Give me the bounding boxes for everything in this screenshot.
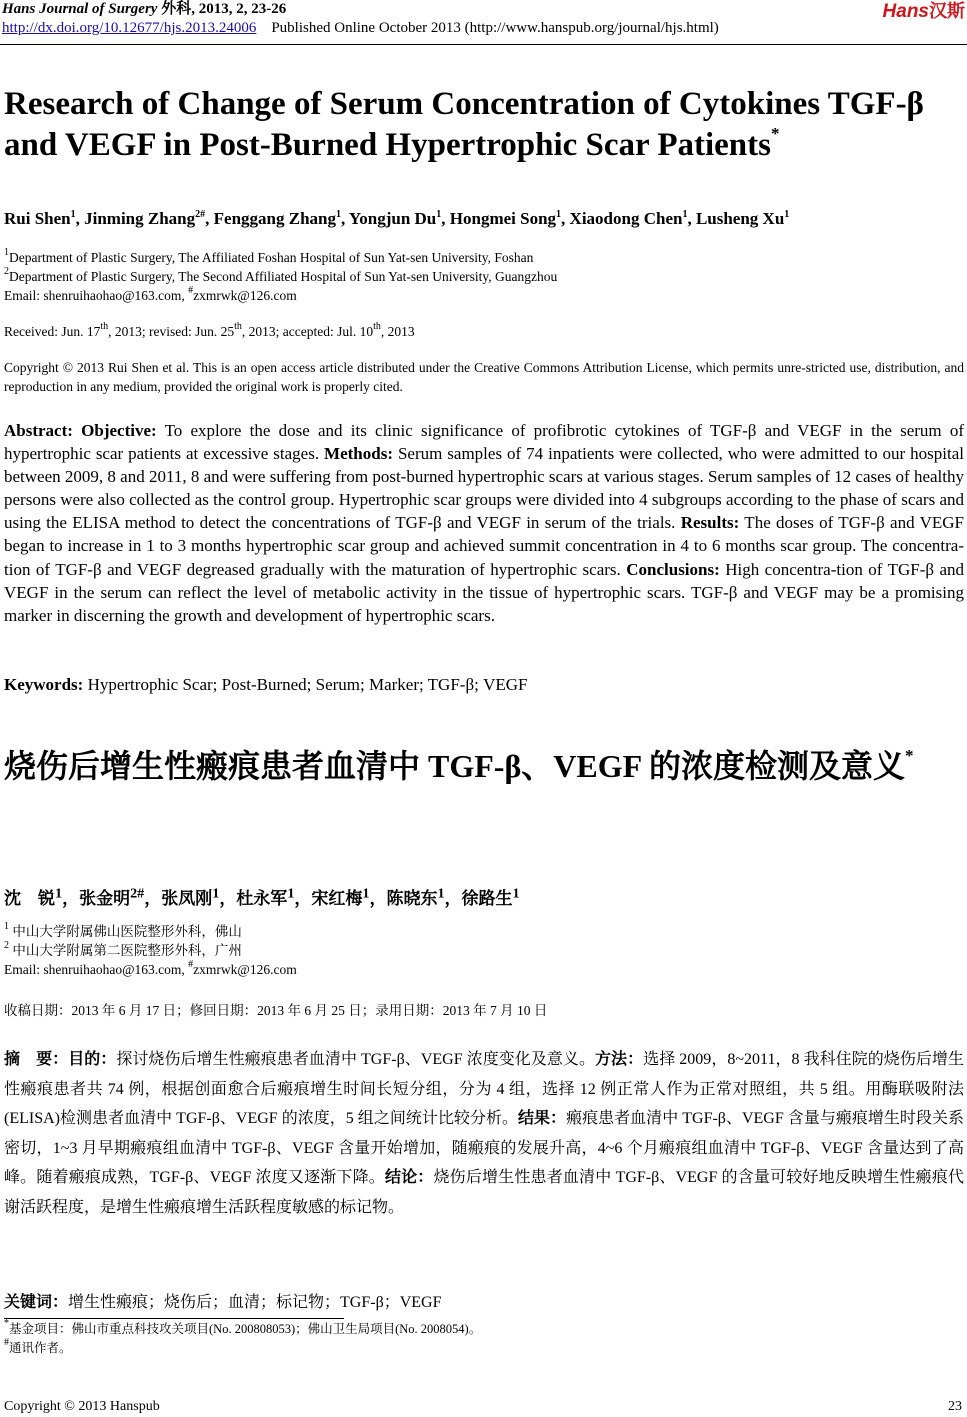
- copyright-notice: Copyright © 2013 Rui Shen et al. This is an open access article distributed under the Creative Commons Attribution License, which permits unre-stricted use, distribution, and reproduction in any medium, provided the original work is properly cited.: [4, 360, 964, 394]
- published-online: Published Online October 2013 (http://www.hanspub.org/journal/hjs.html): [271, 20, 719, 36]
- affiliation-cn: $^1$ 中山大学附属佛山医院整形外科，佛山: [4, 921, 242, 939]
- abstract-label: Abstract:: [4, 421, 73, 440]
- author-en: Jinming Zhang$^{2\#}$,: [84, 209, 214, 228]
- keywords-cn: [4, 1291, 964, 1315]
- title-cn-footnote-mark: *: [905, 746, 914, 765]
- abstract-cn: [4, 1045, 964, 1222]
- email-en: Email: shenruihaohao@163.com, #zxmrwk@126.com: [4, 285, 297, 303]
- journal-volume: , 2013, 2, 23-26: [191, 1, 287, 17]
- footnotes: [4, 1320, 964, 1358]
- methods-text: Serum samples of 74 inpatients were collected, who were admitted to our hospital between 2009, 8 and 2011, 8 and were suffering from post-burned hypertrophic scars at various stages. Serum samples of 12 cases of healthy persons were also collected as the control group. Hypertrophic scar groups were divided into 4 subgroups according to the phase of scars and using the ELISA method to detect the concentrations of TGF-β and VEGF in serum of the trials.: [4, 444, 964, 533]
- objective-label: Objective:: [81, 421, 157, 440]
- logo-cn: 汉斯: [929, 1, 965, 21]
- journal-name: Hans Journal of Surgery: [2, 1, 158, 17]
- methods-cn-label: 方法：: [595, 1051, 644, 1068]
- page-footer: [4, 1398, 962, 1416]
- conclusions-label: Conclusions:: [626, 559, 720, 579]
- footnote-divider: [4, 1318, 344, 1319]
- footer-copyright: Copyright © 2013 Hanspub: [4, 1399, 160, 1414]
- received-dates-cn: 收稿日期：2013 年 6 月 17 日；修回日期：2013 年 6 月 25 日；录用日期：2013 年 7 月 10 日: [4, 1003, 548, 1018]
- author-cn: 徐路生$^1$: [461, 885, 520, 908]
- author-cn: 张金明$^{2\#}$，: [79, 885, 162, 908]
- affiliations-en: [4, 248, 964, 305]
- footnote-funding: *基金项目：佛山市重点科技攻关项目(No. 200808053)；佛山卫生局项目(No. 2008054)。: [4, 1318, 482, 1336]
- results-cn-label: 结果：: [518, 1110, 567, 1127]
- author-cn: 宋红梅$^1$，: [311, 885, 387, 908]
- affiliation-en: $^2$Department of Plastic Surgery, The Second Affiliated Hospital of Sun Yat-sen University, Guangzhou: [4, 266, 558, 284]
- email-cn: Email: shenruihaohao@163.com, #zxmrwk@126.com: [4, 959, 297, 977]
- page-number: 23: [948, 1399, 962, 1414]
- title-cn: [4, 745, 964, 787]
- doi-link[interactable]: http://dx.doi.org/10.12677/hjs.2013.24006: [2, 20, 257, 36]
- author-en: Yongjun Du$^1$,: [348, 209, 450, 228]
- author-en: Rui Shen$^1$,: [4, 209, 85, 228]
- title-en: [4, 84, 964, 166]
- author-en: Hongmei Song$^1$,: [449, 209, 570, 228]
- results-label: Results:: [680, 513, 740, 533]
- header-divider: [0, 44, 967, 45]
- title-en-footnote-mark: *: [771, 124, 780, 143]
- footnote-corresponding: #通讯作者。: [4, 1337, 72, 1355]
- results-cn-text: 瘢痕患者血清中 TGF-β、VEGF 含量与瘢痕增生时段关系密切，1~3 月早期瘢痕组血清中 TGF-β、VEGF 含量开始增加，随瘢痕的发展升高，4~6 个月瘢痕组血清中 TGF-β、VEGF 含量达到了高峰。随着瘢痕成熟，TGF-β、VEGF 浓度又逐渐下降。: [4, 1110, 964, 1186]
- keywords-cn-label: 关键词：: [4, 1294, 69, 1311]
- author-cn: 杜永军$^1$，: [236, 885, 312, 908]
- logo-en: Hans: [882, 1, 929, 22]
- conclusions-cn-label: 结论：: [384, 1169, 434, 1186]
- conclusions-text: High concentra-tion of TGF-β and VEGF in the serum can reflect the level of metabolic activity in the tissue of hypertrophic scars. TGF-β and VEGF may be a promising marker in discerning the growth and development of hypertrophic scars.: [4, 559, 965, 625]
- running-header: [2, 0, 965, 38]
- title-cn-text: 烧伤后增生性瘢痕患者血清中 TGF-β、VEGF 的浓度检测及意义: [4, 748, 906, 784]
- affiliation-en: $^1$Department of Plastic Surgery, The Affiliated Foshan Hospital of Sun Yat-sen University, Foshan: [4, 247, 534, 265]
- conclusions-cn-text: 烧伤后增生性患者血清中 TGF-β、VEGF 的含量可较好地反映增生性瘢痕代谢活跃程度，是增生性瘢痕增生活跃程度敏感的标记物。: [4, 1169, 964, 1216]
- author-cn: 沈 锐$^1$，: [4, 885, 80, 908]
- received-dates-en: Received: Jun. 17th, 2013; revised: Jun. 25th, 2013; accepted: Jul. 10th, 2013: [4, 321, 415, 339]
- methods-cn-text: 选择 2009，8~2011，8 我科住院的烧伤后增生性瘢痕患者共 74 例，根据创面愈合后瘢痕增生时间长短分组，分为 4 组，选择 12 例正常人作为正常对照组，共 5 组。用酶联吸附法(ELISA)检测患者血清中 TGF-β、VEGF 的浓度，5 组之间统计比较分析。: [4, 1051, 964, 1127]
- authors-cn: [4, 881, 964, 911]
- methods-label: Methods:: [324, 444, 393, 464]
- objective-text: To explore the dose and its clinic significance of profibrotic cytokines of TGF-β and VEGF in the serum of hypertrophic scar patients at excessive stages.: [4, 421, 965, 464]
- hans-logo: [883, 1, 965, 22]
- abstract-cn-label: 摘 要：: [4, 1051, 69, 1068]
- keywords-cn-text: 增生性瘢痕；烧伤后；血清；标记物；TGF-β；VEGF: [68, 1294, 442, 1311]
- keywords-en: [4, 673, 964, 696]
- journal-citation: [2, 0, 965, 19]
- title-en-text: Research of Change of Serum Concentration of Cytokines TGF-β and VEGF in Post-Burned Hypertrophic Scar Patients: [4, 86, 924, 163]
- affiliations-cn: [4, 922, 964, 979]
- author-cn: 张凤刚$^1$，: [161, 885, 237, 908]
- objective-cn-label: 目的：: [68, 1051, 117, 1068]
- results-text: The doses of TGF-β and VEGF began to increase in 1 to 3 months hypertrophic scar group and achieved summit concentration in 4 to 6 months scar group. The concentra-tion of TGF-β and VEGF degreased gradually with the maturation of hypertrophic scars.: [4, 513, 964, 579]
- affiliation-cn: $^2$ 中山大学附属第二医院整形外科，广州: [4, 940, 242, 958]
- objective-cn-text: 探讨烧伤后增生性瘢痕患者血清中 TGF-β、VEGF 浓度变化及意义。: [116, 1051, 596, 1068]
- author-cn: 陈晓东$^1$，: [386, 885, 462, 908]
- author-en: Fenggang Zhang$^1$,: [213, 209, 349, 228]
- abstract-en: [4, 419, 964, 627]
- keywords-text: Hypertrophic Scar; Post-Burned; Serum; Marker; TGF-β; VEGF: [83, 675, 528, 694]
- author-en: Xiaodong Chen$^1$,: [569, 209, 696, 228]
- author-en: Lusheng Xu$^1$: [695, 209, 790, 228]
- journal-name-cn: 外科: [157, 1, 192, 17]
- authors-en: [4, 208, 964, 230]
- keywords-label: Keywords:: [4, 675, 84, 694]
